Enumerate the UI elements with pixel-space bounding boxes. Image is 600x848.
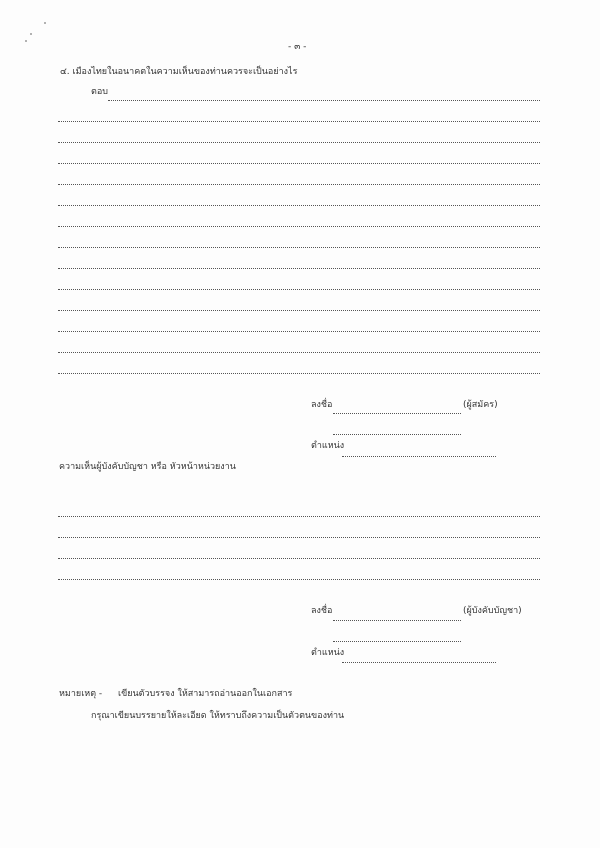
question-text: ๔. เมืองไทยในอนาคตในความเห็นของท่านควรจะเป็นอย่างไร bbox=[60, 67, 298, 77]
answer-line[interactable] bbox=[58, 268, 540, 269]
applicant-sign-label: ลงชื่อ bbox=[311, 400, 333, 410]
scan-speck bbox=[44, 22, 46, 24]
answer-line[interactable] bbox=[58, 205, 540, 206]
page-number: - ๓ - bbox=[288, 42, 307, 52]
answer-label: ตอบ bbox=[91, 87, 108, 97]
answer-line[interactable] bbox=[58, 142, 540, 143]
applicant-position-label: ตำแหน่ง bbox=[311, 441, 345, 451]
answer-line[interactable] bbox=[58, 289, 540, 290]
scan-speck bbox=[25, 40, 27, 42]
note-line-2: กรุณาเขียนบรรยายให้ละเอียด ให้ทราบถึงความเป็นตัวตนของท่าน bbox=[91, 711, 345, 721]
supervisor-comment-line[interactable] bbox=[58, 516, 540, 517]
supervisor-comment-line[interactable] bbox=[58, 579, 540, 580]
supervisor-role: (ผู้บังคับบัญชา) bbox=[463, 606, 522, 616]
supervisor-heading: ความเห็นผู้บังคับบัญชา หรือ หัวหน้าหน่วยงาน bbox=[59, 462, 236, 472]
supervisor-signature-line[interactable] bbox=[333, 620, 461, 621]
answer-line[interactable] bbox=[58, 184, 540, 185]
answer-line[interactable] bbox=[58, 121, 540, 122]
note-line-1: เขียนตัวบรรจง ให้สามารถอ่านออกในเอกสาร bbox=[118, 689, 293, 699]
applicant-position-line[interactable] bbox=[342, 456, 496, 457]
answer-line[interactable] bbox=[58, 352, 540, 353]
supervisor-name-line[interactable] bbox=[333, 641, 461, 642]
note-label: หมายเหตุ - bbox=[59, 689, 103, 699]
scan-speck bbox=[30, 33, 32, 35]
supervisor-comment-line[interactable] bbox=[58, 558, 540, 559]
answer-line[interactable] bbox=[108, 100, 540, 101]
supervisor-position-line[interactable] bbox=[342, 662, 496, 663]
answer-line[interactable] bbox=[58, 373, 540, 374]
supervisor-sign-label: ลงชื่อ bbox=[311, 606, 333, 616]
answer-line[interactable] bbox=[58, 247, 540, 248]
answer-line[interactable] bbox=[58, 310, 540, 311]
answer-line[interactable] bbox=[58, 226, 540, 227]
answer-line[interactable] bbox=[58, 331, 540, 332]
answer-line[interactable] bbox=[58, 163, 540, 164]
applicant-role: (ผู้สมัคร) bbox=[463, 400, 498, 410]
applicant-name-line[interactable] bbox=[333, 434, 461, 435]
applicant-signature-line[interactable] bbox=[333, 413, 461, 414]
supervisor-position-label: ตำแหน่ง bbox=[311, 648, 345, 658]
supervisor-comment-line[interactable] bbox=[58, 537, 540, 538]
